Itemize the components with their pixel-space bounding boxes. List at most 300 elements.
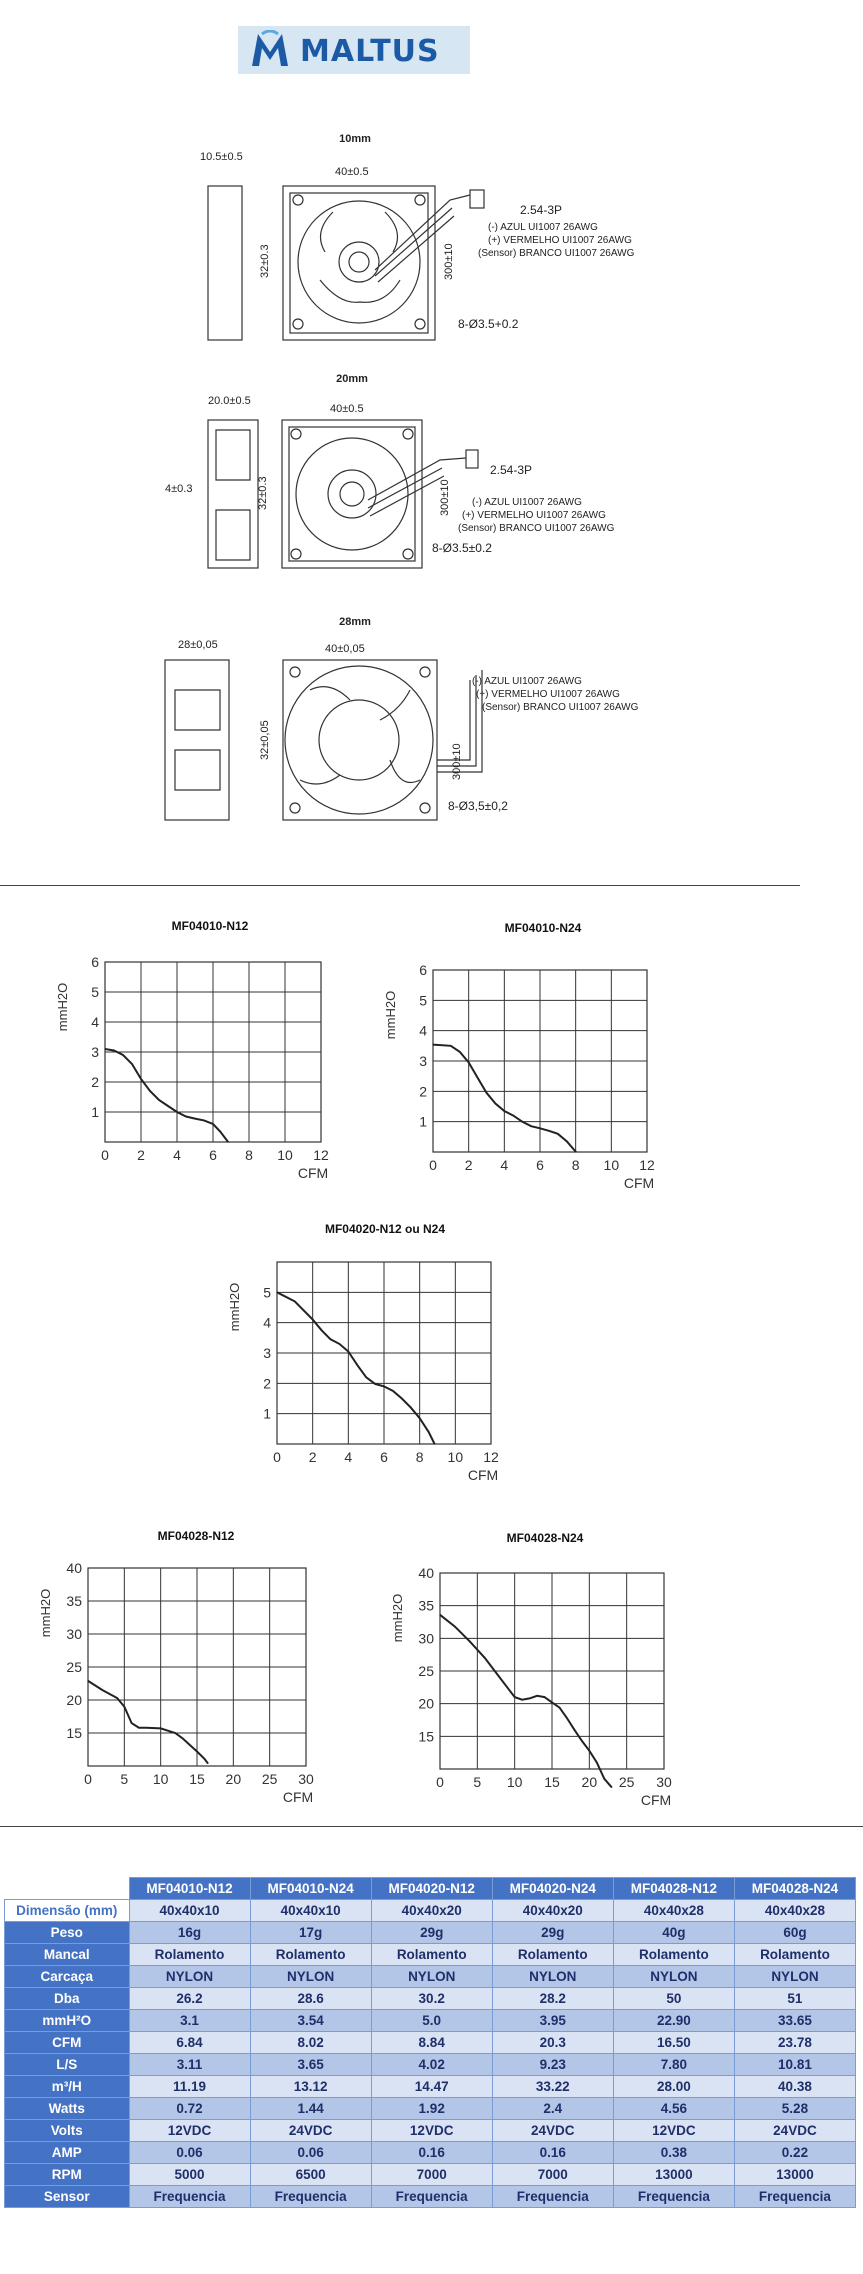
y-tick-label: 5 (419, 992, 427, 1009)
curve-point (551, 1702, 552, 1703)
spec-cell: 40x40x20 (371, 1900, 492, 1922)
dim-cable-20mm: 300±10 (439, 479, 451, 516)
holes-10mm: 8-Ø3.5+0.2 (458, 317, 519, 331)
curve-point (175, 1732, 176, 1733)
x-tick-label: 0 (84, 1771, 92, 1787)
spec-header: MF04010-N24 (250, 1878, 371, 1900)
curve-point (589, 1750, 590, 1751)
spec-row (5, 1922, 856, 1944)
y-tick-label: 30 (418, 1630, 434, 1647)
spec-row (5, 1900, 856, 1922)
curve-point (339, 1343, 340, 1344)
spec-cell: 5.0 (371, 2010, 492, 2032)
holes-20mm: 8-Ø3.5±0.2 (432, 541, 492, 555)
spec-cell: 50 (613, 1988, 734, 2010)
x-tick-label: 4 (344, 1449, 353, 1465)
spec-cell: NYLON (613, 1966, 734, 1988)
spec-cell: 29g (492, 1922, 613, 1944)
curve-point (548, 1130, 549, 1131)
spec-row-label: mmH²O (5, 2010, 130, 2032)
curve-point (276, 1292, 277, 1293)
curve-point (374, 1383, 375, 1384)
x-tick-label: 10 (152, 1771, 169, 1787)
dim-thickness-28mm: 28±0,05 (178, 639, 218, 651)
x-tick-label: 8 (571, 1157, 580, 1173)
spec-cell: 24VDC (492, 2120, 613, 2142)
spec-cell: 12VDC (371, 2120, 492, 2142)
spec-header: MF04020-N24 (492, 1878, 613, 1900)
spec-row (5, 2142, 856, 2164)
y-tick-label: 35 (66, 1593, 82, 1609)
curve-point (581, 1740, 582, 1741)
x-axis-label: CFM (282, 1789, 314, 1805)
spec-cell: Rolamento (250, 1944, 371, 1966)
pressure-curve (88, 1681, 208, 1764)
x-tick-label: 12 (313, 1147, 329, 1163)
spec-cell: 28.6 (250, 1988, 371, 2010)
dim-thickness-10mm: 10.5±0.5 (200, 151, 243, 163)
y-axis-label: mmH2O (390, 1593, 405, 1643)
curve-point (459, 1051, 460, 1052)
spec-cell: 7.80 (613, 2054, 734, 2076)
wire-white-20mm: (Sensor) BRANCO UI1007 26AWG (458, 523, 615, 534)
spec-cell: Frequencia (613, 2186, 734, 2208)
spec-row (5, 1966, 856, 1988)
curve-point (392, 1390, 393, 1391)
curve-point (410, 1407, 411, 1408)
wire-red-10mm: (+) VERMELHO UI1007 26AWG (488, 235, 632, 246)
spec-cell: 40x40x28 (734, 1900, 855, 1922)
spec-row (5, 1988, 856, 2010)
spec-corner (5, 1878, 130, 1900)
spec-header: MF04020-N12 (371, 1878, 492, 1900)
curve-point (539, 1128, 540, 1129)
dim-height-10mm: 32±0.3 (259, 244, 271, 278)
curve-point (574, 1729, 575, 1730)
spec-cell: 24VDC (250, 2120, 371, 2142)
spec-cell: 0.22 (734, 2142, 855, 2164)
section-divider (0, 1826, 863, 1827)
curve-point (160, 1728, 161, 1729)
spec-cell: 0.16 (371, 2142, 492, 2164)
y-tick-label: 40 (418, 1565, 434, 1581)
spec-cell: Rolamento (371, 1944, 492, 1966)
spec-row-label: RPM (5, 2164, 130, 2186)
spec-cell: 5000 (129, 2164, 250, 2186)
curve-point (566, 1717, 567, 1718)
x-tick-label: 0 (101, 1147, 109, 1163)
spec-cell: 40x40x28 (613, 1900, 734, 1922)
curve-point (113, 1050, 114, 1051)
holes-28mm: 8-Ø3,5±0,2 (448, 799, 508, 813)
spec-cell: 0.06 (250, 2142, 371, 2164)
spec-row-label: Dba (5, 1988, 130, 2010)
spec-header-row (5, 1878, 856, 1900)
y-axis-label: mmH2O (38, 1588, 53, 1638)
spec-cell: 6500 (250, 2164, 371, 2186)
x-tick-label: 0 (429, 1157, 437, 1173)
spec-cell: NYLON (371, 1966, 492, 1988)
curve-point (575, 1151, 576, 1152)
curve-point (522, 1699, 523, 1700)
spec-cell: Frequencia (371, 2186, 492, 2208)
curve-point (428, 1431, 429, 1432)
spec-cell: Frequencia (250, 2186, 371, 2208)
spec-row (5, 1944, 856, 1966)
x-tick-label: 4 (173, 1147, 181, 1163)
x-axis-label: CFM (640, 1792, 672, 1808)
curve-point (557, 1133, 558, 1134)
spec-cell: 24VDC (734, 2120, 855, 2142)
curve-point (207, 1763, 208, 1764)
x-tick-label: 0 (273, 1449, 281, 1465)
spec-cell: Rolamento (613, 1944, 734, 1966)
curve-point (357, 1365, 358, 1366)
spec-cell: 1.92 (371, 2098, 492, 2120)
y-tick-label: 20 (418, 1695, 434, 1712)
x-tick-label: 15 (544, 1774, 560, 1790)
y-tick-label: 25 (418, 1663, 434, 1679)
spec-cell: 22.90 (613, 2010, 734, 2032)
spec-cell: 30.2 (371, 1988, 492, 2010)
y-tick-label: 1 (263, 1405, 271, 1422)
connector-10mm: 2.54-3P (520, 203, 563, 217)
y-tick-label: 2 (263, 1375, 271, 1392)
curve-point (203, 1120, 204, 1121)
spec-cell: 10.81 (734, 2054, 855, 2076)
spec-row (5, 2164, 856, 2186)
curve-point (507, 1687, 508, 1688)
x-tick-label: 10 (447, 1449, 464, 1465)
spec-row (5, 2076, 856, 2098)
curve-point (514, 1697, 515, 1698)
curve-point (383, 1386, 384, 1387)
spec-cell: 16g (129, 1922, 250, 1944)
curve-point (530, 1126, 531, 1127)
curve-point (104, 1048, 105, 1049)
curve-point (477, 1077, 478, 1078)
curve-point (469, 1641, 470, 1642)
y-axis-label: mmH2O (383, 990, 398, 1040)
curve-point (87, 1680, 88, 1681)
dim-width-10mm: 40±0.5 (335, 166, 369, 178)
wire-blue-10mm: (-) AZUL UI1007 26AWG (488, 222, 598, 233)
y-tick-label: 2 (419, 1083, 427, 1100)
y-tick-label: 3 (263, 1345, 271, 1361)
spec-row-label: Watts (5, 2098, 130, 2120)
y-tick-label: 15 (418, 1728, 434, 1745)
dim-inner-20mm: 4±0.3 (165, 483, 193, 495)
spec-cell: 3.95 (492, 2010, 613, 2032)
curve-point (401, 1398, 402, 1399)
spec-cell: 60g (734, 1922, 855, 1944)
dim-width-28mm: 40±0,05 (325, 643, 365, 655)
spec-cell: 5.28 (734, 2098, 855, 2120)
spec-cell: 0.72 (129, 2098, 250, 2120)
y-tick-label: 30 (66, 1626, 82, 1642)
spec-row-label: CFM (5, 2032, 130, 2054)
spec-cell: 13.12 (250, 2076, 371, 2098)
x-tick-label: 5 (473, 1774, 482, 1790)
y-tick-label: 3 (91, 1044, 99, 1060)
spec-cell: 4.56 (613, 2098, 734, 2120)
spec-header: MF04010-N12 (129, 1878, 250, 1900)
curve-point (529, 1698, 530, 1699)
y-tick-label: 4 (91, 1014, 99, 1030)
spec-row (5, 2098, 856, 2120)
spec-cell: 8.02 (250, 2032, 371, 2054)
spec-cell: 2.4 (492, 2098, 613, 2120)
spec-cell: Frequencia (129, 2186, 250, 2208)
curve-point (536, 1695, 537, 1696)
spec-cell: 0.06 (129, 2142, 250, 2164)
curve-point (559, 1707, 560, 1708)
x-tick-label: 25 (261, 1771, 278, 1787)
curve-point (434, 1443, 435, 1444)
y-tick-label: 40 (66, 1560, 82, 1576)
curve-point (204, 1758, 205, 1759)
x-tick-label: 15 (189, 1771, 205, 1787)
curve-point (484, 1657, 485, 1658)
dim-height-20mm: 32±0.3 (257, 476, 269, 510)
curve-point (212, 1123, 213, 1124)
chart-title: MF04010-N24 (504, 921, 582, 935)
x-tick-label: 5 (120, 1771, 129, 1787)
curve-point (432, 1044, 433, 1045)
wire-white-10mm: (Sensor) BRANCO UI1007 26AWG (478, 248, 635, 259)
y-tick-label: 6 (91, 954, 99, 970)
x-axis-label: CFM (467, 1467, 499, 1483)
spec-cell: NYLON (250, 1966, 371, 1988)
curve-point (596, 1762, 597, 1763)
x-tick-label: 30 (298, 1771, 314, 1787)
curve-point (149, 1090, 150, 1091)
drawing-title-20mm: 20mm (336, 373, 368, 385)
curve-point (504, 1110, 505, 1111)
connector-20mm: 2.54-3P (490, 463, 533, 477)
spec-cell: 17g (250, 1922, 371, 1944)
x-tick-label: 6 (380, 1449, 388, 1465)
curve-point (454, 1626, 455, 1627)
dim-thickness-20mm: 20.0±0.5 (208, 395, 251, 407)
y-tick-label: 15 (66, 1725, 82, 1741)
spec-cell: 20.3 (492, 2032, 613, 2054)
y-axis-label: mmH2O (55, 982, 70, 1032)
spec-cell: 7000 (492, 2164, 613, 2186)
pressure-curve (105, 1049, 228, 1142)
spec-row-label: Volts (5, 2120, 130, 2142)
drawing-title-10mm: 10mm (339, 133, 371, 145)
spec-cell: 16.50 (613, 2032, 734, 2054)
curve-point (450, 1045, 451, 1046)
curve-point (544, 1697, 545, 1698)
spec-cell: 29g (371, 1922, 492, 1944)
spec-row (5, 2032, 856, 2054)
wire-blue-20mm: (-) AZUL UI1007 26AWG (472, 497, 582, 508)
spec-cell: 40x40x10 (250, 1900, 371, 1922)
curve-point (122, 1054, 123, 1055)
x-tick-label: 6 (209, 1147, 217, 1163)
curve-point (182, 1738, 183, 1739)
curve-point (196, 1751, 197, 1752)
curve-point (486, 1092, 487, 1093)
wire-red-20mm: (+) VERMELHO UI1007 26AWG (462, 510, 606, 521)
wire-white-28mm: (Sensor) BRANCO UI1007 26AWG (482, 702, 639, 713)
dim-height-28mm: 32±0,05 (259, 720, 271, 760)
spec-cell: 4.02 (371, 2054, 492, 2076)
spec-row (5, 2120, 856, 2142)
spec-cell: 40g (613, 1922, 734, 1944)
y-tick-label: 1 (91, 1104, 99, 1120)
spec-cell: NYLON (492, 1966, 613, 1988)
curve-point (312, 1319, 313, 1320)
curve-point (102, 1690, 103, 1691)
spec-cell: 40x40x20 (492, 1900, 613, 1922)
x-tick-label: 10 (506, 1774, 523, 1790)
y-axis-label: mmH2O (227, 1282, 242, 1332)
x-tick-label: 0 (436, 1774, 444, 1790)
spec-cell: 12VDC (613, 2120, 734, 2142)
curve-point (495, 1103, 496, 1104)
spec-header: MF04028-N24 (734, 1878, 855, 1900)
x-tick-label: 20 (225, 1771, 242, 1787)
spec-cell: 0.16 (492, 2142, 613, 2164)
spec-row-label: m³/H (5, 2076, 130, 2098)
drawing-title-28mm: 28mm (339, 616, 371, 628)
spec-cell: 26.2 (129, 1988, 250, 2010)
curve-point (131, 1723, 132, 1724)
chart-title: MF04020-N12 ou N24 (324, 1222, 446, 1236)
y-tick-label: 5 (91, 984, 99, 1000)
spec-row-label: Dimensão (mm) (5, 1900, 130, 1922)
x-tick-label: 8 (245, 1147, 253, 1163)
spec-cell: 9.23 (492, 2054, 613, 2076)
y-tick-label: 3 (419, 1053, 427, 1069)
curve-point (220, 1131, 221, 1132)
curve-point (499, 1677, 500, 1678)
x-tick-label: 2 (464, 1157, 473, 1173)
curve-point (131, 1063, 132, 1064)
spec-cell: 40x40x10 (129, 1900, 250, 1922)
dim-cable-28mm: 300±10 (451, 743, 463, 780)
spec-row-label: L/S (5, 2054, 130, 2076)
spec-cell: 11.19 (129, 2076, 250, 2098)
wire-blue-28mm: (-) AZUL UI1007 26AWG (472, 676, 582, 687)
x-tick-label: 10 (277, 1147, 293, 1163)
spec-cell: 51 (734, 1988, 855, 2010)
curve-point (189, 1744, 190, 1745)
chart-title: MF04028-N24 (506, 1531, 584, 1545)
spec-cell: 3.54 (250, 2010, 371, 2032)
curve-point (439, 1614, 440, 1615)
x-tick-label: 6 (536, 1157, 544, 1173)
curve-point (146, 1727, 147, 1728)
y-tick-label: 6 (419, 962, 427, 978)
curve-point (228, 1141, 229, 1142)
pressure-curve (277, 1292, 435, 1444)
curve-point (124, 1706, 125, 1707)
curve-point (116, 1697, 117, 1698)
spec-cell: 8.84 (371, 2032, 492, 2054)
chart-title: MF04028-N12 (157, 1529, 235, 1543)
spec-cell: Rolamento (734, 1944, 855, 1966)
x-tick-label: 10 (603, 1157, 620, 1173)
curve-point (348, 1351, 349, 1352)
curve-point (158, 1099, 159, 1100)
spec-cell: Rolamento (492, 1944, 613, 1966)
spec-cell: 3.1 (129, 2010, 250, 2032)
spec-cell: 3.65 (250, 2054, 371, 2076)
x-tick-label: 20 (581, 1774, 598, 1790)
x-axis-label: CFM (297, 1165, 329, 1181)
spec-cell: NYLON (734, 1966, 855, 1988)
y-tick-label: 5 (263, 1284, 271, 1301)
y-tick-label: 1 (419, 1113, 427, 1130)
curve-point (522, 1121, 523, 1122)
spec-cell: Rolamento (129, 1944, 250, 1966)
curve-point (566, 1141, 567, 1142)
x-tick-label: 30 (656, 1774, 672, 1790)
pressure-curve (440, 1615, 612, 1788)
spec-row-label: Mancal (5, 1944, 130, 1966)
spec-row-label: AMP (5, 2142, 130, 2164)
spec-cell: 33.22 (492, 2076, 613, 2098)
x-tick-label: 2 (308, 1449, 317, 1465)
curve-point (321, 1330, 322, 1331)
curve-point (176, 1111, 177, 1112)
chart-title: MF04010-N12 (171, 919, 249, 933)
curve-point (294, 1301, 295, 1302)
wire-red-28mm: (+) VERMELHO UI1007 26AWG (476, 689, 620, 700)
curve-point (138, 1727, 139, 1728)
spec-row (5, 2186, 856, 2208)
x-tick-label: 4 (500, 1157, 509, 1173)
curve-point (468, 1062, 469, 1063)
spec-row-label: Sensor (5, 2186, 130, 2208)
y-tick-label: 2 (91, 1074, 99, 1090)
spec-cell: NYLON (129, 1966, 250, 1988)
x-tick-label: 12 (483, 1449, 499, 1465)
curve-point (611, 1787, 612, 1788)
spec-cell: 23.78 (734, 2032, 855, 2054)
spec-header: MF04028-N12 (613, 1878, 734, 1900)
y-tick-label: 4 (419, 1022, 427, 1039)
curve-point (185, 1116, 186, 1117)
spec-cell: 7000 (371, 2164, 492, 2186)
spec-cell: 28.00 (613, 2076, 734, 2098)
spec-cell: 13000 (613, 2164, 734, 2186)
spec-cell: 1.44 (250, 2098, 371, 2120)
spec-cell: 28.2 (492, 1988, 613, 2010)
spec-cell: 6.84 (129, 2032, 250, 2054)
curve-point (140, 1078, 141, 1079)
spec-cell: 14.47 (371, 2076, 492, 2098)
x-tick-label: 12 (639, 1157, 655, 1173)
curve-point (604, 1778, 605, 1779)
spec-cell: 13000 (734, 2164, 855, 2186)
y-tick-label: 25 (66, 1659, 82, 1675)
curve-point (194, 1118, 195, 1119)
spec-cell: Frequencia (734, 2186, 855, 2208)
y-tick-label: 20 (66, 1692, 82, 1708)
curve-point (167, 1105, 168, 1106)
curve-point (366, 1377, 367, 1378)
y-tick-label: 35 (418, 1597, 434, 1614)
curve-point (513, 1115, 514, 1116)
spec-table (4, 1877, 856, 2208)
curve-point (419, 1418, 420, 1419)
spec-cell: 3.11 (129, 2054, 250, 2076)
